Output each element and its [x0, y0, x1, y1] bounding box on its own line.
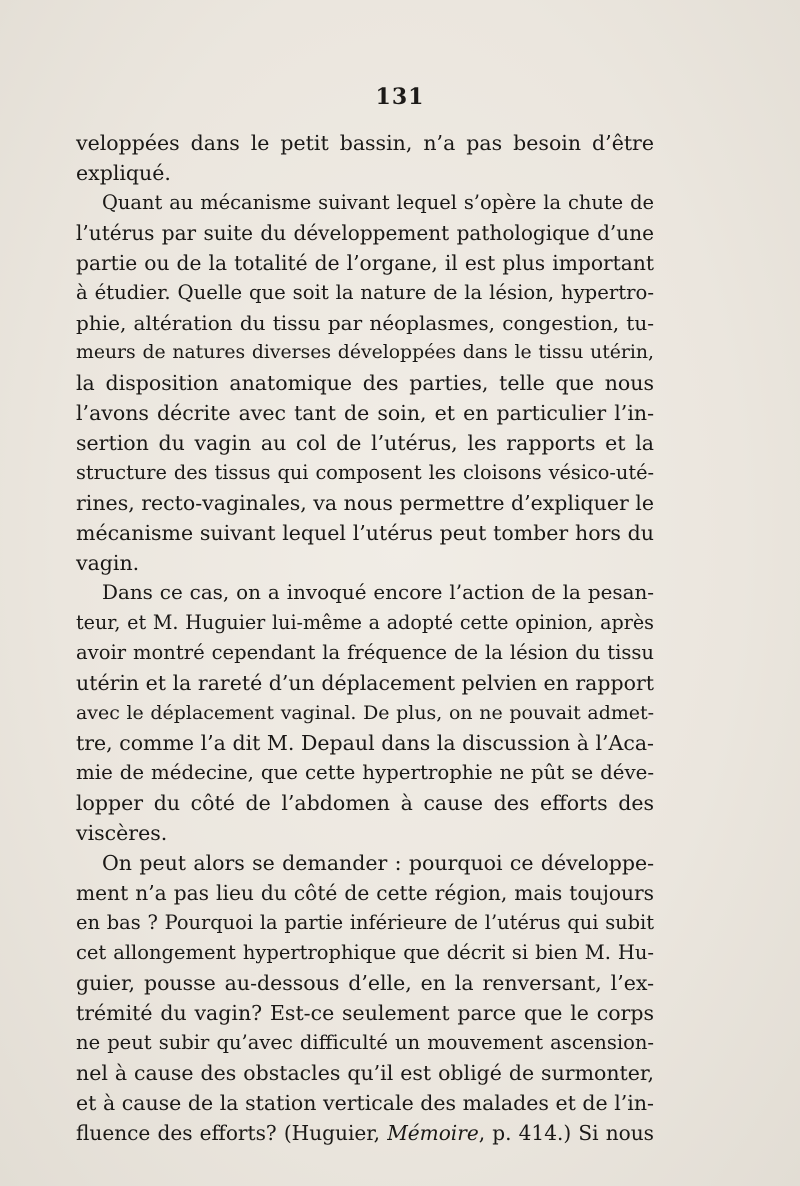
text-line: expliqué.: [76, 161, 171, 185]
text-line: teur, et M. Huguier lui-même a adopté cette opinion, après: [76, 611, 654, 634]
page-number: 131: [375, 84, 425, 110]
final-line-before: fluence des efforts? (Huguier,: [76, 1121, 388, 1145]
text-line: l’utérus par suite du développement pathologique d’une: [76, 221, 654, 245]
text-line: veloppées dans le petit bassin, n’a pas besoin d’être: [76, 131, 654, 155]
text-line: sertion du vagin au col de l’utérus, les rapports et la: [76, 431, 654, 455]
text-line: avoir montré cependant la fréquence de la lésion du tissu: [76, 641, 654, 664]
text-line: utérin et la rareté d’un déplacement pelvien en rapport: [76, 671, 654, 695]
text-line: meurs de natures diverses développées dans le tissu utérin,: [76, 342, 654, 363]
text-line: l’avons décrite avec tant de soin, et en particulier l’in-: [76, 401, 654, 425]
text-line: lopper du côté de l’abdomen à cause des efforts des: [76, 791, 654, 815]
text-line: On peut alors se demander : pourquoi ce développe-: [102, 851, 654, 875]
text-line: structure des tissus qui composent les cloisons vésico-uté-: [76, 461, 654, 484]
text-line: Quant au mécanisme suivant lequel s’opère la chute de: [102, 191, 654, 214]
text-line: trémité du vagin? Est-ce seulement parce que le corps: [76, 1001, 654, 1025]
text-line-final: [76, 1118, 654, 1148]
text-line: la disposition anatomique des parties, telle que nous: [76, 371, 654, 395]
text-line: en bas ? Pourquoi la partie inférieure de l’utérus qui subit: [76, 911, 654, 934]
text-line: guier, pousse au-dessous d’elle, en la renversant, l’ex-: [76, 971, 654, 995]
text-line: phie, altération du tissu par néoplasmes, congestion, tu-: [76, 311, 654, 335]
text-line: ment n’a pas lieu du côté de cette région, mais toujours: [76, 881, 654, 905]
final-line-after: , p. 414.) Si nous: [478, 1121, 654, 1145]
text-line: Dans ce cas, on a invoqué encore l’action de la pesan-: [102, 581, 654, 604]
text-line: nel à cause des obstacles qu’il est obligé de surmonter,: [76, 1061, 654, 1085]
text-line: avec le déplacement vaginal. De plus, on ne pouvait admet-: [76, 702, 654, 724]
text-line: tre, comme l’a dit M. Depaul dans la discussion à l’Aca-: [76, 731, 654, 755]
text-line: à étudier. Quelle que soit la nature de la lésion, hypertro-: [76, 281, 654, 304]
text-line: et à cause de la station verticale des malades et de l’in-: [76, 1091, 654, 1115]
text-line: cet allongement hypertrophique que décrit si bien M. Hu-: [76, 941, 654, 964]
text-line: mécanisme suivant lequel l’utérus peut tomber hors du: [76, 521, 654, 545]
text-line: mie de médecine, que cette hypertrophie ne pût se déve-: [76, 761, 654, 784]
body-text: [76, 128, 654, 1148]
text-line: ne peut subir qu’avec difficulté un mouvement ascension-: [76, 1031, 654, 1054]
memoire-citation: Mémoire: [387, 1121, 479, 1145]
text-line: vagin.: [76, 551, 140, 575]
text-line: viscères.: [76, 821, 168, 845]
text-line: rines, recto-vaginales, va nous permettre d’expliquer le: [76, 491, 654, 515]
text-line: partie ou de la totalité de l’organe, il est plus important: [76, 251, 654, 275]
